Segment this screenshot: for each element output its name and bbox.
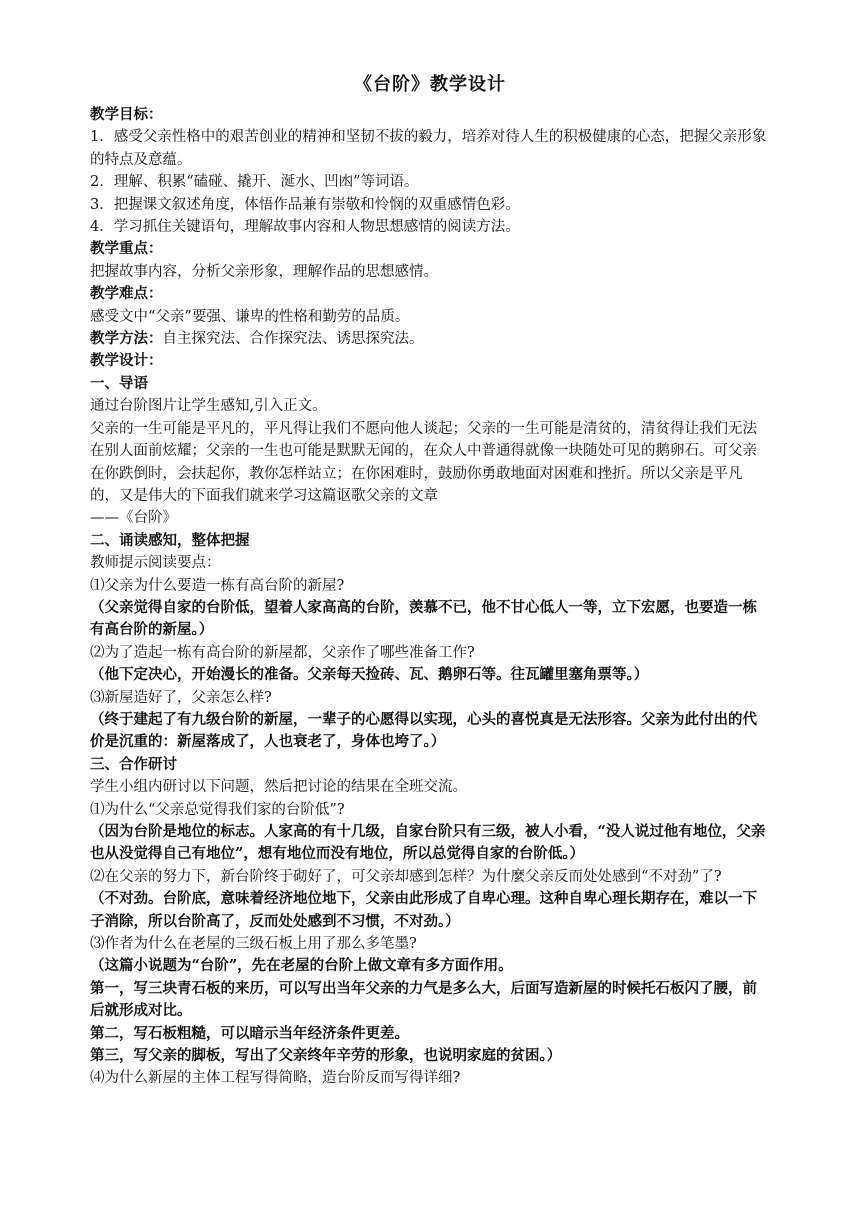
question: ⑵在父亲的努力下，新台阶终于砌好了，可父亲却感到怎样？为什麼父亲反而处处感到“不对劲”了? xyxy=(90,868,722,885)
goal-item: 2．理解、积累“磕碰、撬开、涎水、凹凼”等词语。 xyxy=(90,174,419,191)
question: ⑷为什么新屋的主体工程写得简略，造台阶反而写得详细? xyxy=(90,1070,461,1087)
section3-intro: 学生小组内研讨以下问题，然后把讨论的结果在全班交流。 xyxy=(90,779,467,796)
question: ⑶新屋造好了，父亲怎么样? xyxy=(90,689,272,706)
document-title: 《台阶》教学设计 xyxy=(354,74,506,95)
key-text: 把握故事内容，分析父亲形象，理解作品的思想感情。 xyxy=(90,263,438,280)
section3-heading: 三、合作研讨 xyxy=(90,755,177,773)
answer: （终于建起了有九级台阶的新屋，一辈子的心愿得以实现，心头的喜悦真是无法形容。父亲为此付出的代价是沉重的：新屋落成了，人也衰老了，身体也垮了。） xyxy=(90,710,757,751)
key-heading: 教学重点： xyxy=(90,240,163,258)
method-label: 教学方法： xyxy=(90,330,163,348)
section2-intro: 教师提示阅读要点： xyxy=(90,555,221,572)
answer: （他下定决心，开始漫长的准备。父亲每天捡砖、瓦、鹅卵石等。往瓦罐里塞角票等。） xyxy=(90,666,649,684)
answer: （因为台阶是地位的标志。人家高的有十几级，自家台阶只有三级，被人小看，“没人说过他有地位，父亲也从没觉得自己有地位”，想有地位而没有地位，所以总觉得自家的台阶低。） xyxy=(90,823,766,863)
section1-heading: 一、导语 xyxy=(90,374,148,392)
answer: 第二，写石板粗糙，可以暗示当年经济条件更差。 xyxy=(90,1024,409,1042)
method-text: 自主探究法、合作探究法、诱思探究法。 xyxy=(162,331,424,348)
difficulty-text: 感受文中“父亲”要强、谦卑的性格和勤劳的品质。 xyxy=(90,308,410,325)
question: ⑴父亲为什么要造一栋有高台阶的新屋? xyxy=(90,577,345,594)
difficulty-heading: 教学难点： xyxy=(90,285,163,303)
answer: （父亲觉得自家的台阶低，望着人家高高的台阶，羡慕不已，他不甘心低人一等，立下宏愿，也要造一栋有高台阶的新屋。） xyxy=(90,598,757,639)
goal-item: 3．把握课文叙述角度，体悟作品兼有崇敬和怜悯的双重感情色彩。 xyxy=(90,196,520,213)
method-line xyxy=(90,328,770,350)
answer: 第一，写三块青石板的来历，可以写出当年父亲的力气是多么大，后面写造新屋的时候托石板闪了腰，前后就形成对比。 xyxy=(90,979,757,1020)
section2-heading: 二、诵读感知，整体把握 xyxy=(90,531,250,549)
question: ⑵为了造起一栋有高台阶的新屋都，父亲作了哪些准备工作? xyxy=(90,644,475,661)
goal-item: 1．感受父亲性格中的艰苦创业的精神和坚韧不拔的毅力，培养对待人生的积极健康的心态，把握父亲形象的特点及意蕴。 xyxy=(90,129,767,168)
design-heading: 教学设计： xyxy=(90,352,163,370)
section1-line: 父亲的一生可能是平凡的，平凡得让我们不愿向他人谈起；父亲的一生可能是清贫的，清贫得让我们无法在别人面前炫耀；父亲的一生也可能是默默无闻的，在众人中普通得就像一块随处可见的鹅卵石。可父亲在你跌倒时，会扶起你，教你怎样站立；在你困难时，鼓励你勇敢地面对困难和挫折。所以父亲是平凡的，又是伟大的下面我们就来学习这篇讴歌父亲的文章 xyxy=(90,420,757,504)
goal-item: 4．学习抓住关键语句，理解故事内容和人物思想感情的阅读方法。 xyxy=(90,219,520,236)
answer: （这篇小说题为“台阶”，先在老屋的台阶上做文章有多方面作用。 xyxy=(90,957,513,975)
question: ⑴为什么“父亲总觉得我们家的台阶低”? xyxy=(90,801,345,818)
section1-line: ——《台阶》 xyxy=(90,510,177,527)
answer: 第三，写父亲的脚板，写出了父亲终年辛劳的形象，也说明家庭的贫困。） xyxy=(90,1047,562,1065)
section1-line: 通过台阶图片让学生感知,引入正文。 xyxy=(90,398,327,415)
answer: （不对劲。台阶底，意味着经济地位地下，父亲由此形成了自卑心理。这种自卑心理长期存在，难以一下子消除，所以台阶高了，反而处处感到不习惯，不对劲。） xyxy=(90,890,757,930)
question: ⑶作者为什么在老屋的三级石板上用了那么多笔墨? xyxy=(90,936,417,953)
goals-heading: 教学目标： xyxy=(90,106,163,123)
